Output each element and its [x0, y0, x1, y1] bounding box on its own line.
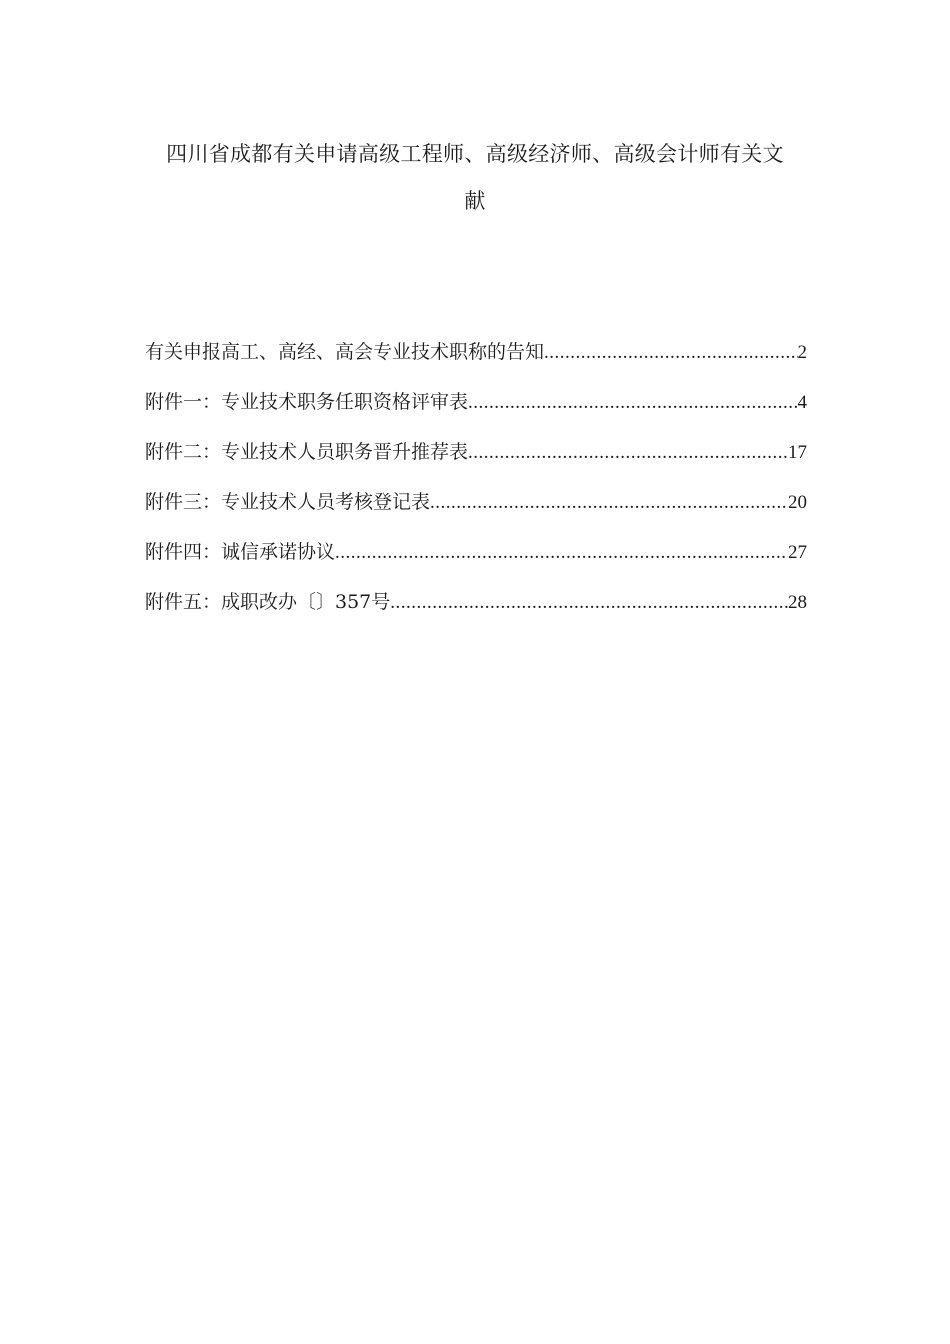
toc-dot-leader	[468, 428, 788, 478]
toc-page-number: 17	[788, 442, 807, 463]
toc-entry-attachment-1[interactable]	[145, 377, 807, 427]
toc-page-number: 27	[788, 542, 807, 563]
toc-entry-text: 附件一：专业技术职务任职资格评审表	[145, 391, 469, 413]
title-line-2: 献	[464, 189, 486, 213]
toc-entry-attachment-3[interactable]	[145, 477, 807, 527]
toc-entry-attachment-2[interactable]	[145, 427, 807, 477]
toc-dot-leader	[335, 528, 788, 578]
toc-dot-leader	[544, 328, 797, 378]
toc-entry-text: 附件五：成职改办〔〕357号	[145, 591, 391, 613]
table-of-contents	[145, 327, 807, 627]
title-line-1: 四川省成都有关申请高级工程师、高级经济师、高级会计师有关文	[166, 142, 784, 166]
document-title	[145, 131, 805, 225]
toc-entry-text: 附件三：专业技术人员考核登记表	[145, 491, 431, 513]
toc-dot-leader	[390, 578, 788, 628]
toc-page-number: 4	[797, 392, 807, 413]
toc-entry-text: 附件二：专业技术人员职务晋升推荐表	[145, 441, 469, 463]
toc-page-number: 20	[788, 492, 807, 513]
toc-entry-notice[interactable]	[145, 327, 807, 377]
toc-page-number: 28	[788, 592, 807, 613]
toc-entry-text: 有关申报高工、高经、高会专业技术职称的告知	[145, 341, 545, 363]
toc-entry-text: 附件四：诚信承诺协议	[145, 541, 336, 563]
toc-entry-attachment-5[interactable]	[145, 577, 807, 627]
toc-dot-leader	[430, 478, 788, 528]
toc-page-number: 2	[797, 342, 807, 363]
toc-entry-attachment-4[interactable]	[145, 527, 807, 577]
toc-dot-leader	[468, 378, 797, 428]
